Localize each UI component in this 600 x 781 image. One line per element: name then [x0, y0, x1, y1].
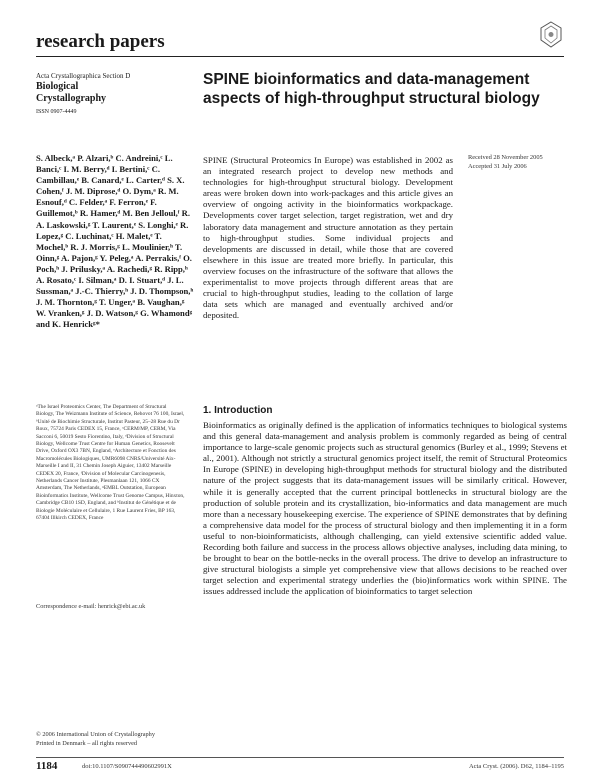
author-list: S. Albeck,ᵃ P. Alzari,ᵇ C. Andreini,ᶜ L. Banci,ᶜ I. M. Berry,ᵈ I. Bertini,ᶜ C. Cambillau,ᵉ B. Canard,ᵉ L. Carter,ᵈ S. X. Cohen,ᶠ J. M. Diprose,ᵈ O. Dym,ᵃ R. M. Esnouf,ᵈ C. Felder,ᵃ F. Ferron,ᵉ F. Guillemot,ᵇ R. Hamer,ᵈ M. Ben Jelloul,ᶠ R. A. Laskowski,ᵍ T. Laurent,ᵉ S. Longhi,ᵉ R. Lopez,ᵍ C. Luchinat,ᶜ H. Malet,ᵉ T. Mochel,ᵇ R. J. Morris,ᵍ L. Moulinier,ʰ T. Oinn,ᵍ A. Pajon,ᵍ Y. Peleg,ᵃ A. Perrakis,ᶠ O. Poch,ʰ J. Prilusky,ᵃ A. Rachedi,ᵍ R. Ripp,ʰ A. Rosato,ᶜ I. Silman,ᵃ D. I. Stuart,ᵈ J. L. Sussman,ᵃ J.-C. Thierry,ʰ J. D. Thompson,ʰ J. M. Thornton,ᵍ T. Unger,ᵃ B. Vaughan,ᵍ W. Vranken,ᵍ J. D. Watson,ᵍ G. Whamondᵍ and K. Henrickᵍ*: [36, 153, 194, 330]
journal-name-line1: Biological: [36, 81, 79, 92]
copyright-notice: [36, 731, 155, 748]
affiliations: ᵃThe Israel Proteomics Center, The Department of Structural Biology, The Weizmann Institute of Science, Rehovot 76 100, Israel, ᵇUnité de Biochimie Structurale, Institut Pasteur, 25–28 Rue du Dr Roux, 75724 Paris CEDEX 15, France, ᶜCERM/MP, CERM, Via Sacconi 6, 50019 Sesto Fiorentino, Italy, ᵈDivision of Structural Biology, Wellcome Trust Centre for Human Genetics, Roosevelt Drive, Oxford OX3 7BN, England, ᵉArchitecture et Fonction des Macromolécules Biologiques, UMR6098 CNRS/Université Aix-Marseille I and II, 31 Chemin Joseph Aiguier, 13402 Marseille CEDEX 20, France, ᶠDivision of Molecular Carcinogenesis, Netherlands Cancer Institute, Plesmanlaan 121, 1066 CX Amsterdam, The Netherlands, ᵍEMBL Outstation, European Bioinformatics Institute, Wellcome Trust Genome Campus, Hinxton, Cambridge CB10 1SD, England, and ʰInstitut de Génétique et de Biologie Moléculaire et Cellulaire, 1 Rue Laurent Fries, BP 163, 67404 Illkirch CEDEX, France: [36, 404, 185, 522]
page-number: 1184: [36, 760, 58, 772]
journal-name-line2: Crystallography: [36, 93, 106, 104]
correspondence: Correspondence e-mail: henrick@ebi.ac.uk: [36, 603, 146, 610]
header-rule: [36, 56, 564, 57]
journal-section-line: Acta Crystallographica Section D: [36, 72, 131, 80]
journal-logo-icon: [538, 20, 564, 50]
section-heading: 1. Introduction: [203, 405, 273, 416]
received-date: Received 28 November 2005: [468, 154, 543, 161]
copyright-line1: © 2006 International Union of Crystallography: [36, 731, 155, 738]
dates: [468, 154, 543, 171]
accepted-date: Accepted 31 July 2006: [468, 162, 527, 170]
citation: Acta Cryst. (2006). D62, 1184–1195: [468, 763, 564, 770]
section-title: research papers: [36, 31, 165, 52]
footer-rule: [36, 757, 564, 758]
copyright-line2: Printed in Denmark – all rights reserved: [36, 739, 138, 747]
journal-info: [36, 72, 186, 117]
introduction-text: Bioinformatics as originally defined is the application of informatics techniques to biological systems and this general data-management and analysis problem is commonly regarded as being of central importance to large-scale genomic projects such as structural genomics (Burley et al., 1999; Stevens et al., 2001). Although not strictly a structural genomics project itself, the remit of Structural Proteomics In Europe (SPINE) in developing high-throughput methods for structural biology and the distributed nature of the project suggests that its data-management issues will be similarly critical. However, while it is generally accepted that the current principal bottlenecks in structural biology are the production of soluble protein and its crystallization, bio-informatics and data management are much more than a necessary housekeeping exercise. The experience of SPINE demonstrates that by defining a comprehensive data model for the process of structural biology and then implementing it in a form useful to non-bioinformaticists, although challenging, can yield extensive scientific added value. Recording both failure and success in the process allows objective analyses, including data mining, to be brought to bear on the bottle-necks in the overall process. The drive to develop an infrastructure to give structural biologists a simple yet comprehensive view that allows decisions to be reached over target selection and experimental strategy underlies the (bio)informatics work within SPINE. The issues addressed include the application of bioinformatics to target selection: [203, 420, 567, 597]
journal-issn: ISSN 0907-4449: [36, 109, 77, 115]
article-title: SPINE bioinformatics and data-management aspects of high-throughput structural biology: [203, 71, 540, 107]
doi: doi:10.1107/S090744490602991X: [82, 763, 172, 770]
abstract: SPINE (Structural Proteomics In Europe) was established in 2002 as an integrated research project to develop new methods and technologies for high-throughput structural biology. Development areas were broken down into work-packages and this article gives an overview of ongoing activity in the bioinformatics workpackage. Developments cover target selection, target registration, wet and dry laboratory data management and structure annotation as they pertain to high-throughput studies. Some individual projects and developments are discussed in detail, while those that are covered elsewhere in this issue are treated more briefly. In particular, this overview focuses on the infrastructure of the software that allows the experimentalist to move projects through different areas that are crucial to high-throughput studies, leading to the collation of large data sets which are managed and eventually archived and/or deposited.: [203, 155, 453, 321]
